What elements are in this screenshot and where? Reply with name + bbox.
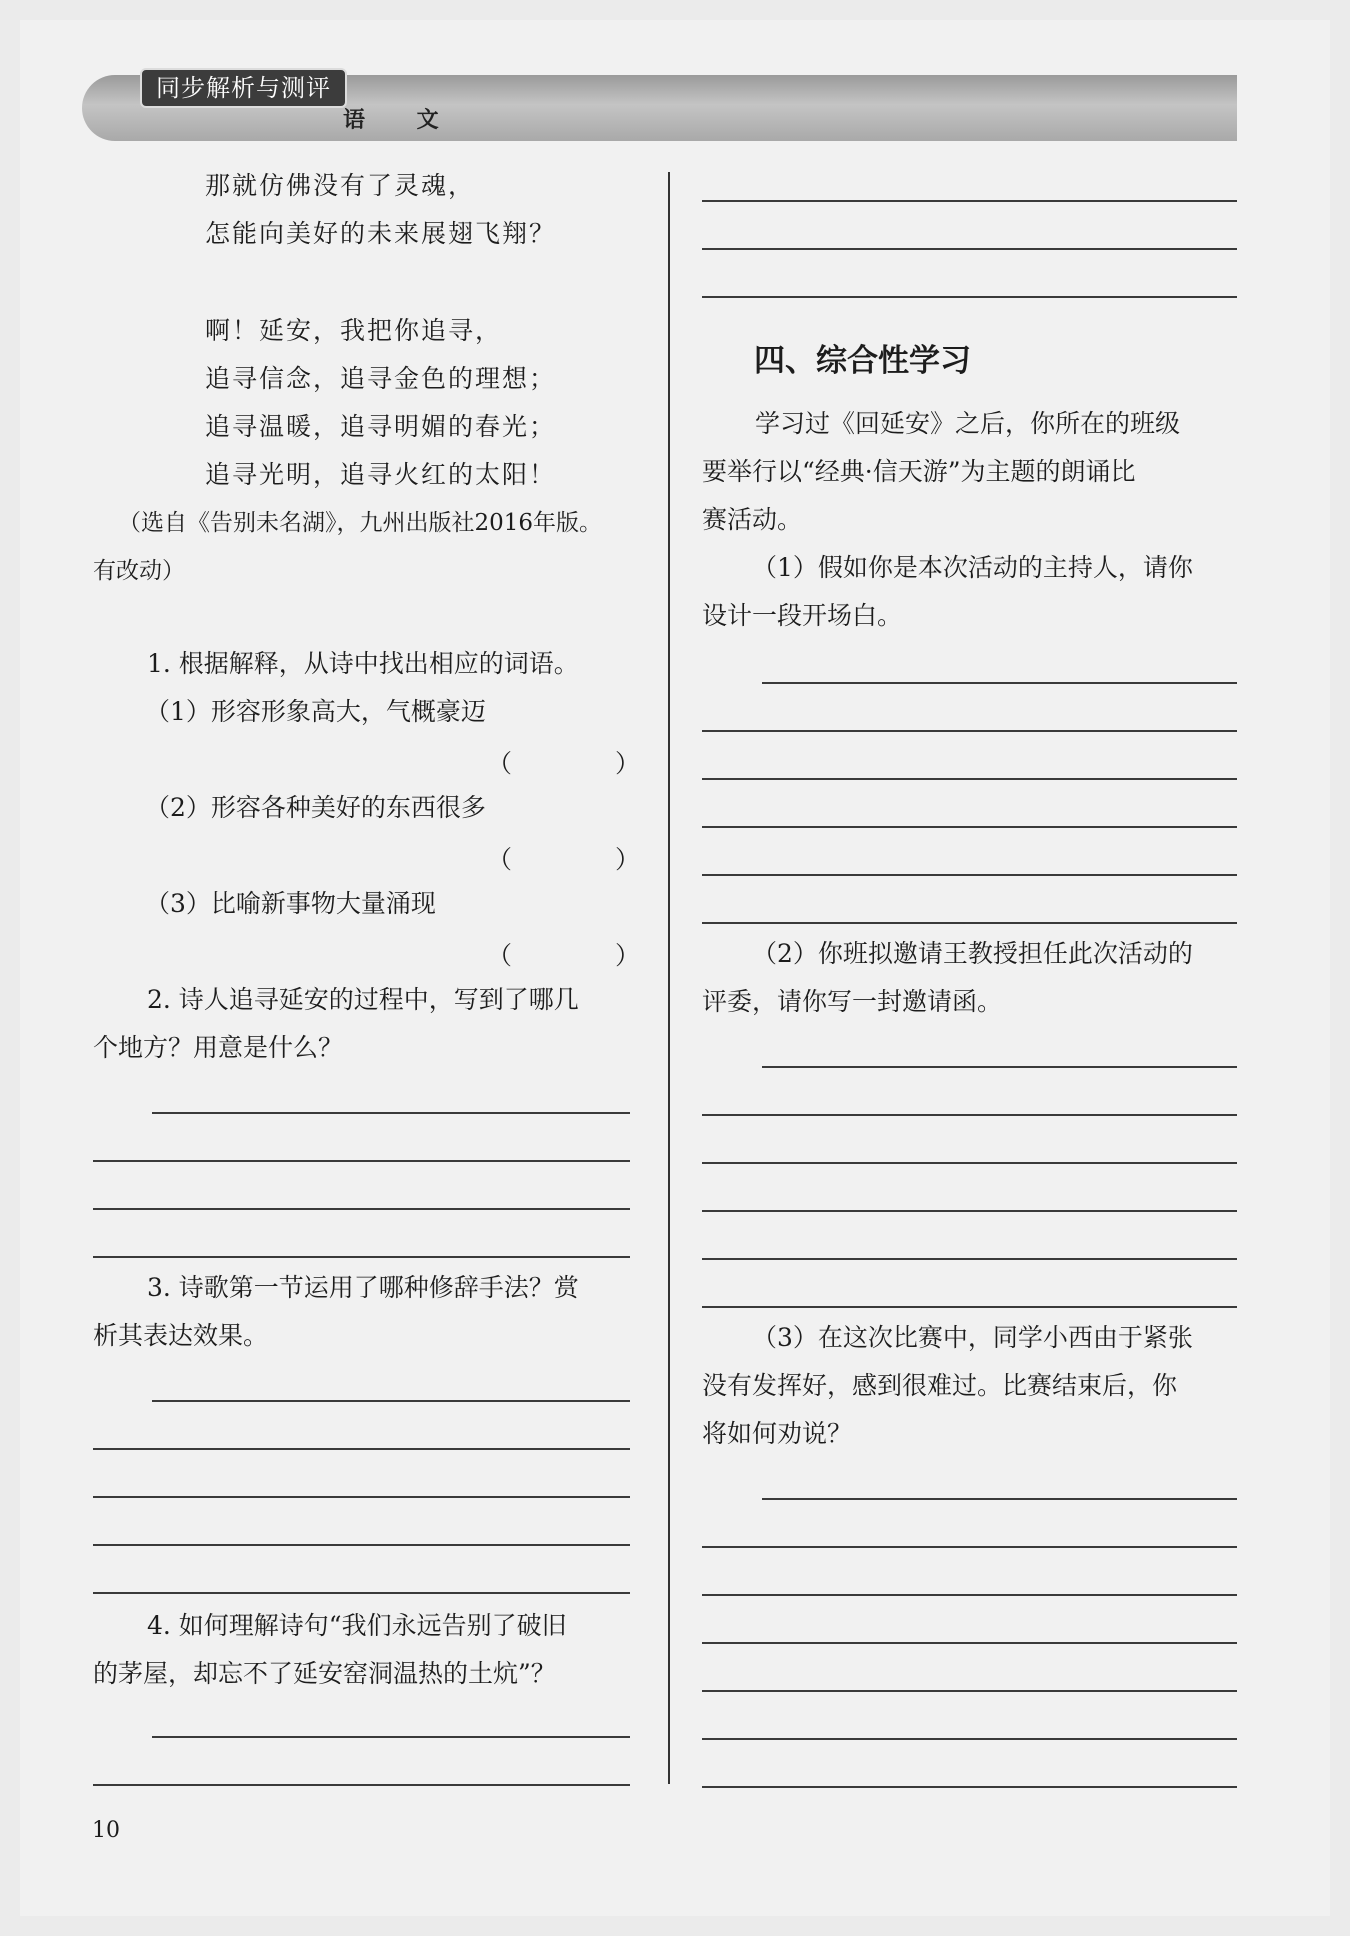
poem-line: 怎能向美好的未来展翅飞翔？ — [205, 219, 557, 248]
answer-line[interactable] — [702, 1690, 1237, 1692]
series-title: 同步解析与测评 — [140, 68, 347, 108]
answer-line[interactable] — [93, 1496, 630, 1498]
answer-bracket-open: （ — [487, 749, 513, 778]
answer-line[interactable] — [93, 1784, 630, 1786]
task-1-cont: 设计一段开场白。 — [702, 601, 903, 630]
question-3: 3. 诗歌第一节运用了哪种修辞手法？赏 — [147, 1273, 579, 1302]
section-intro-cont: 要举行以“经典·信天游”为主题的朗诵比 — [702, 457, 1136, 486]
answer-line[interactable] — [702, 1162, 1237, 1164]
answer-line[interactable] — [702, 778, 1237, 780]
task-3: （3）在这次比赛中，同学小西由于紧张 — [752, 1323, 1193, 1352]
answer-line[interactable] — [762, 682, 1237, 684]
task-3-cont: 将如何劝说？ — [702, 1419, 853, 1448]
page-number: 10 — [92, 1818, 120, 1843]
task-3-cont: 没有发挥好，感到很难过。比赛结束后，你 — [702, 1371, 1178, 1400]
poem-line: 追寻光明，追寻火红的太阳！ — [205, 460, 557, 489]
answer-line[interactable] — [702, 1114, 1237, 1116]
answer-line[interactable] — [702, 1306, 1237, 1308]
task-2: （2）你班拟邀请王教授担任此次活动的 — [752, 939, 1193, 968]
question-1-part-2: （2）形容各种美好的东西很多 — [145, 793, 486, 822]
answer-bracket-open: （ — [487, 941, 513, 970]
section-heading: 四、综合性学习 — [754, 343, 971, 379]
answer-line[interactable] — [702, 1210, 1237, 1212]
answer-line[interactable] — [702, 296, 1237, 298]
question-1: 1. 根据解释，从诗中找出相应的词语。 — [147, 649, 579, 678]
answer-bracket-close: ） — [615, 941, 641, 970]
section-intro: 学习过《回延安》之后，你所在的班级 — [755, 409, 1181, 438]
poem-line: 追寻温暖，追寻明媚的春光； — [205, 412, 557, 441]
question-2: 2. 诗人追寻延安的过程中，写到了哪几 — [147, 985, 579, 1014]
answer-line[interactable] — [152, 1736, 630, 1738]
answer-line[interactable] — [152, 1112, 630, 1114]
answer-line[interactable] — [702, 200, 1237, 202]
answer-bracket-close: ） — [615, 749, 641, 778]
answer-line[interactable] — [702, 1786, 1237, 1788]
poem-source-cont: 有改动） — [93, 558, 185, 584]
answer-line[interactable] — [702, 922, 1237, 924]
answer-line[interactable] — [152, 1400, 630, 1402]
subject-label: 语 文 — [343, 108, 461, 133]
question-2-cont: 个地方？用意是什么？ — [93, 1033, 344, 1062]
question-1-part-3: （3）比喻新事物大量涌现 — [145, 889, 436, 918]
answer-line[interactable] — [702, 1738, 1237, 1740]
poem-line: 追寻信念，追寻金色的理想； — [205, 364, 557, 393]
task-2-cont: 评委，请你写一封邀请函。 — [702, 987, 1003, 1016]
column-divider — [668, 172, 670, 1784]
question-1-part-1: （1）形容形象高大，气概豪迈 — [145, 697, 486, 726]
answer-bracket-close: ） — [615, 845, 641, 874]
answer-line[interactable] — [93, 1208, 630, 1210]
answer-line[interactable] — [702, 730, 1237, 732]
answer-line[interactable] — [93, 1160, 630, 1162]
answer-line[interactable] — [702, 1594, 1237, 1596]
answer-line[interactable] — [702, 874, 1237, 876]
answer-line[interactable] — [702, 826, 1237, 828]
poem-line: 那就仿佛没有了灵魂， — [205, 171, 476, 200]
section-intro-cont: 赛活动。 — [702, 505, 803, 534]
poem-source: （选自《告别未名湖》，九州出版社2016年版。 — [118, 510, 603, 536]
question-4: 4. 如何理解诗句“我们永远告别了破旧 — [147, 1611, 567, 1640]
answer-line[interactable] — [762, 1498, 1237, 1500]
question-4-cont: 的茅屋，却忘不了延安窑洞温热的土炕”？ — [93, 1659, 556, 1688]
answer-bracket-open: （ — [487, 845, 513, 874]
answer-line[interactable] — [93, 1448, 630, 1450]
answer-line[interactable] — [702, 1258, 1237, 1260]
answer-line[interactable] — [702, 1642, 1237, 1644]
answer-line[interactable] — [702, 248, 1237, 250]
answer-line[interactable] — [702, 1546, 1237, 1548]
task-1: （1）假如你是本次活动的主持人，请你 — [752, 553, 1193, 582]
answer-line[interactable] — [93, 1256, 630, 1258]
question-3-cont: 析其表达效果。 — [93, 1321, 269, 1350]
poem-line: 啊！延安，我把你追寻， — [205, 316, 503, 345]
answer-line[interactable] — [93, 1592, 630, 1594]
answer-line[interactable] — [762, 1066, 1237, 1068]
answer-line[interactable] — [93, 1544, 630, 1546]
